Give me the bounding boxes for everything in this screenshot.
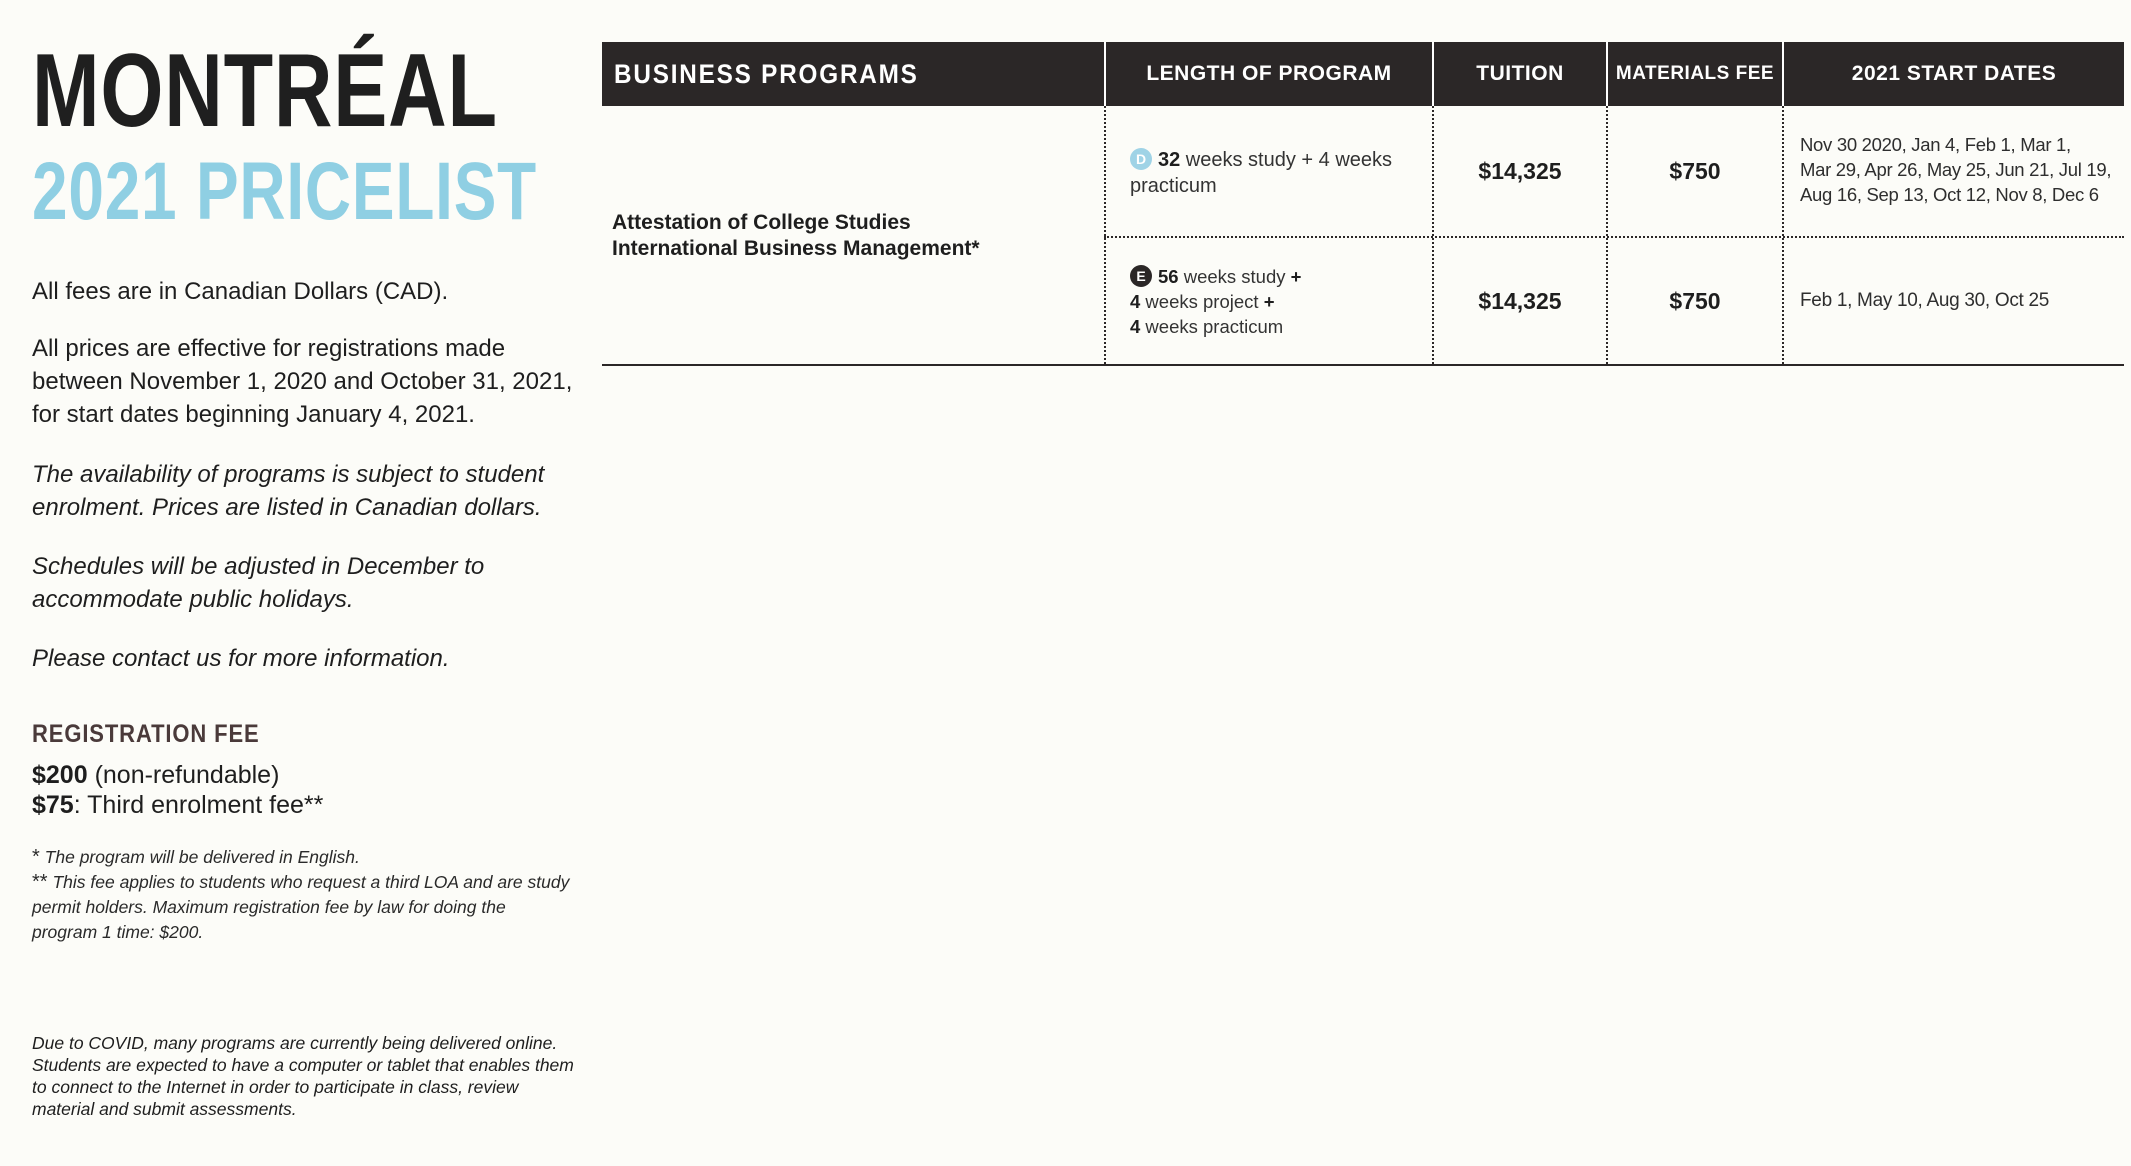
row-2-length-text-2: weeks project (1140, 291, 1264, 312)
intro-effective-dates: All prices are effective for registrations made between November 1, 2020 and October 31, 2021, for start dates beginning January 4, 2021. (32, 335, 573, 428)
row-1-length-text: weeks study + 4 weeks (1180, 149, 1393, 171)
program-name-line-1: Attestation of College Studies (612, 211, 911, 234)
registration-fee-heading: REGISTRATION FEE (32, 720, 260, 748)
column-divider (1104, 106, 1106, 364)
row-1-length (1130, 147, 1425, 199)
footnote-2 (32, 870, 572, 945)
row-2-start-dates: Feb 1, May 10, Aug 30, Oct 25 (1800, 290, 2050, 311)
row-divider (1104, 236, 2124, 238)
left-column (32, 30, 572, 238)
daytime-badge-icon: D (1130, 148, 1152, 170)
registration-fee-line-1 (32, 760, 279, 790)
row-1-dates-line-1: Nov 30 2020, Jan 4, Feb 1, Mar 1, (1800, 134, 2071, 155)
footnote-1-mark: * (32, 846, 40, 868)
registration-fee-line-2 (32, 790, 323, 820)
col-materials-fee: MATERIALS FEE (1615, 63, 1775, 84)
row-2-plus-1: + (1290, 266, 1302, 287)
column-divider (1782, 106, 1784, 364)
footnote-1-text: The program will be delivered in English. (44, 847, 360, 867)
row-2-weeks-project: 4 (1130, 291, 1141, 312)
row-2-length-text-1: weeks study (1178, 266, 1291, 287)
page-title: MONTRÉAL (32, 33, 498, 149)
row-1-weeks-study: 32 (1158, 149, 1181, 171)
intro-contact: Please contact us for more information. (32, 645, 450, 672)
row-1-dates-line-3: Aug 16, Sep 13, Oct 12, Nov 8, Dec 6 (1800, 184, 2099, 205)
col-tuition: TUITION (1476, 62, 1564, 85)
covid-notice: Due to COVID, many programs are currently being delivered online. Students are expected to have a computer or tablet that enables them to connect to the Internet in order to participate in class, review material and submit assessments. (32, 1033, 574, 1119)
col-start-dates: 2021 START DATES (1851, 62, 2057, 85)
program-name-line-2: International Business Management* (612, 237, 980, 260)
registration-fee-text: (non-refundable) (87, 761, 280, 789)
row-2-plus-2: + (1263, 291, 1275, 312)
row-1-tuition: $14,325 (1478, 158, 1562, 184)
row-1-materials-fee: $750 (1669, 158, 1721, 184)
intro-currency: All fees are in Canadian Dollars (CAD). (32, 278, 449, 305)
page-subtitle: 2021 PRICELIST (32, 146, 538, 237)
table-bottom-rule (602, 364, 2124, 366)
third-enrolment-fee-amount: $75 (32, 791, 74, 819)
row-2-length-text-3: weeks practicum (1140, 316, 1284, 337)
footnote-2-mark: ** (32, 871, 48, 893)
row-1-dates-line-2: Mar 29, Apr 26, May 25, Jun 21, Jul 19, (1800, 159, 2112, 180)
row-1-length-text-2: practicum (1130, 175, 1217, 197)
intro-schedules: Schedules will be adjusted in December to accommodate public holidays. (32, 553, 485, 613)
col-length-of-program: LENGTH OF PROGRAM (1146, 62, 1392, 85)
footnote-2-text: This fee applies to students who request a third LOA and are study permit holders. Maximum registration fee by law for doing the program 1 time: $200. (32, 872, 570, 942)
column-divider (1432, 106, 1434, 364)
row-1-start-dates (1800, 132, 2122, 207)
row-2-weeks-study: 56 (1158, 266, 1179, 287)
footnote-1 (32, 845, 572, 870)
row-2-length (1130, 264, 1425, 339)
registration-fee-amount: $200 (32, 761, 88, 789)
col-business-programs: BUSINESS PROGRAMS (614, 58, 919, 89)
intro-availability: The availability of programs is subject to student enrolment. Prices are listed in Canadian dollars. (32, 461, 545, 521)
table-header (602, 42, 2124, 106)
row-2-weeks-practicum: 4 (1130, 316, 1141, 337)
evening-badge-icon: E (1130, 265, 1152, 287)
program-name (612, 210, 980, 262)
row-2-tuition: $14,325 (1478, 288, 1562, 314)
column-divider (1606, 106, 1608, 364)
third-enrolment-fee-text: : Third enrolment fee** (73, 791, 324, 819)
row-2-materials-fee: $750 (1669, 288, 1721, 314)
